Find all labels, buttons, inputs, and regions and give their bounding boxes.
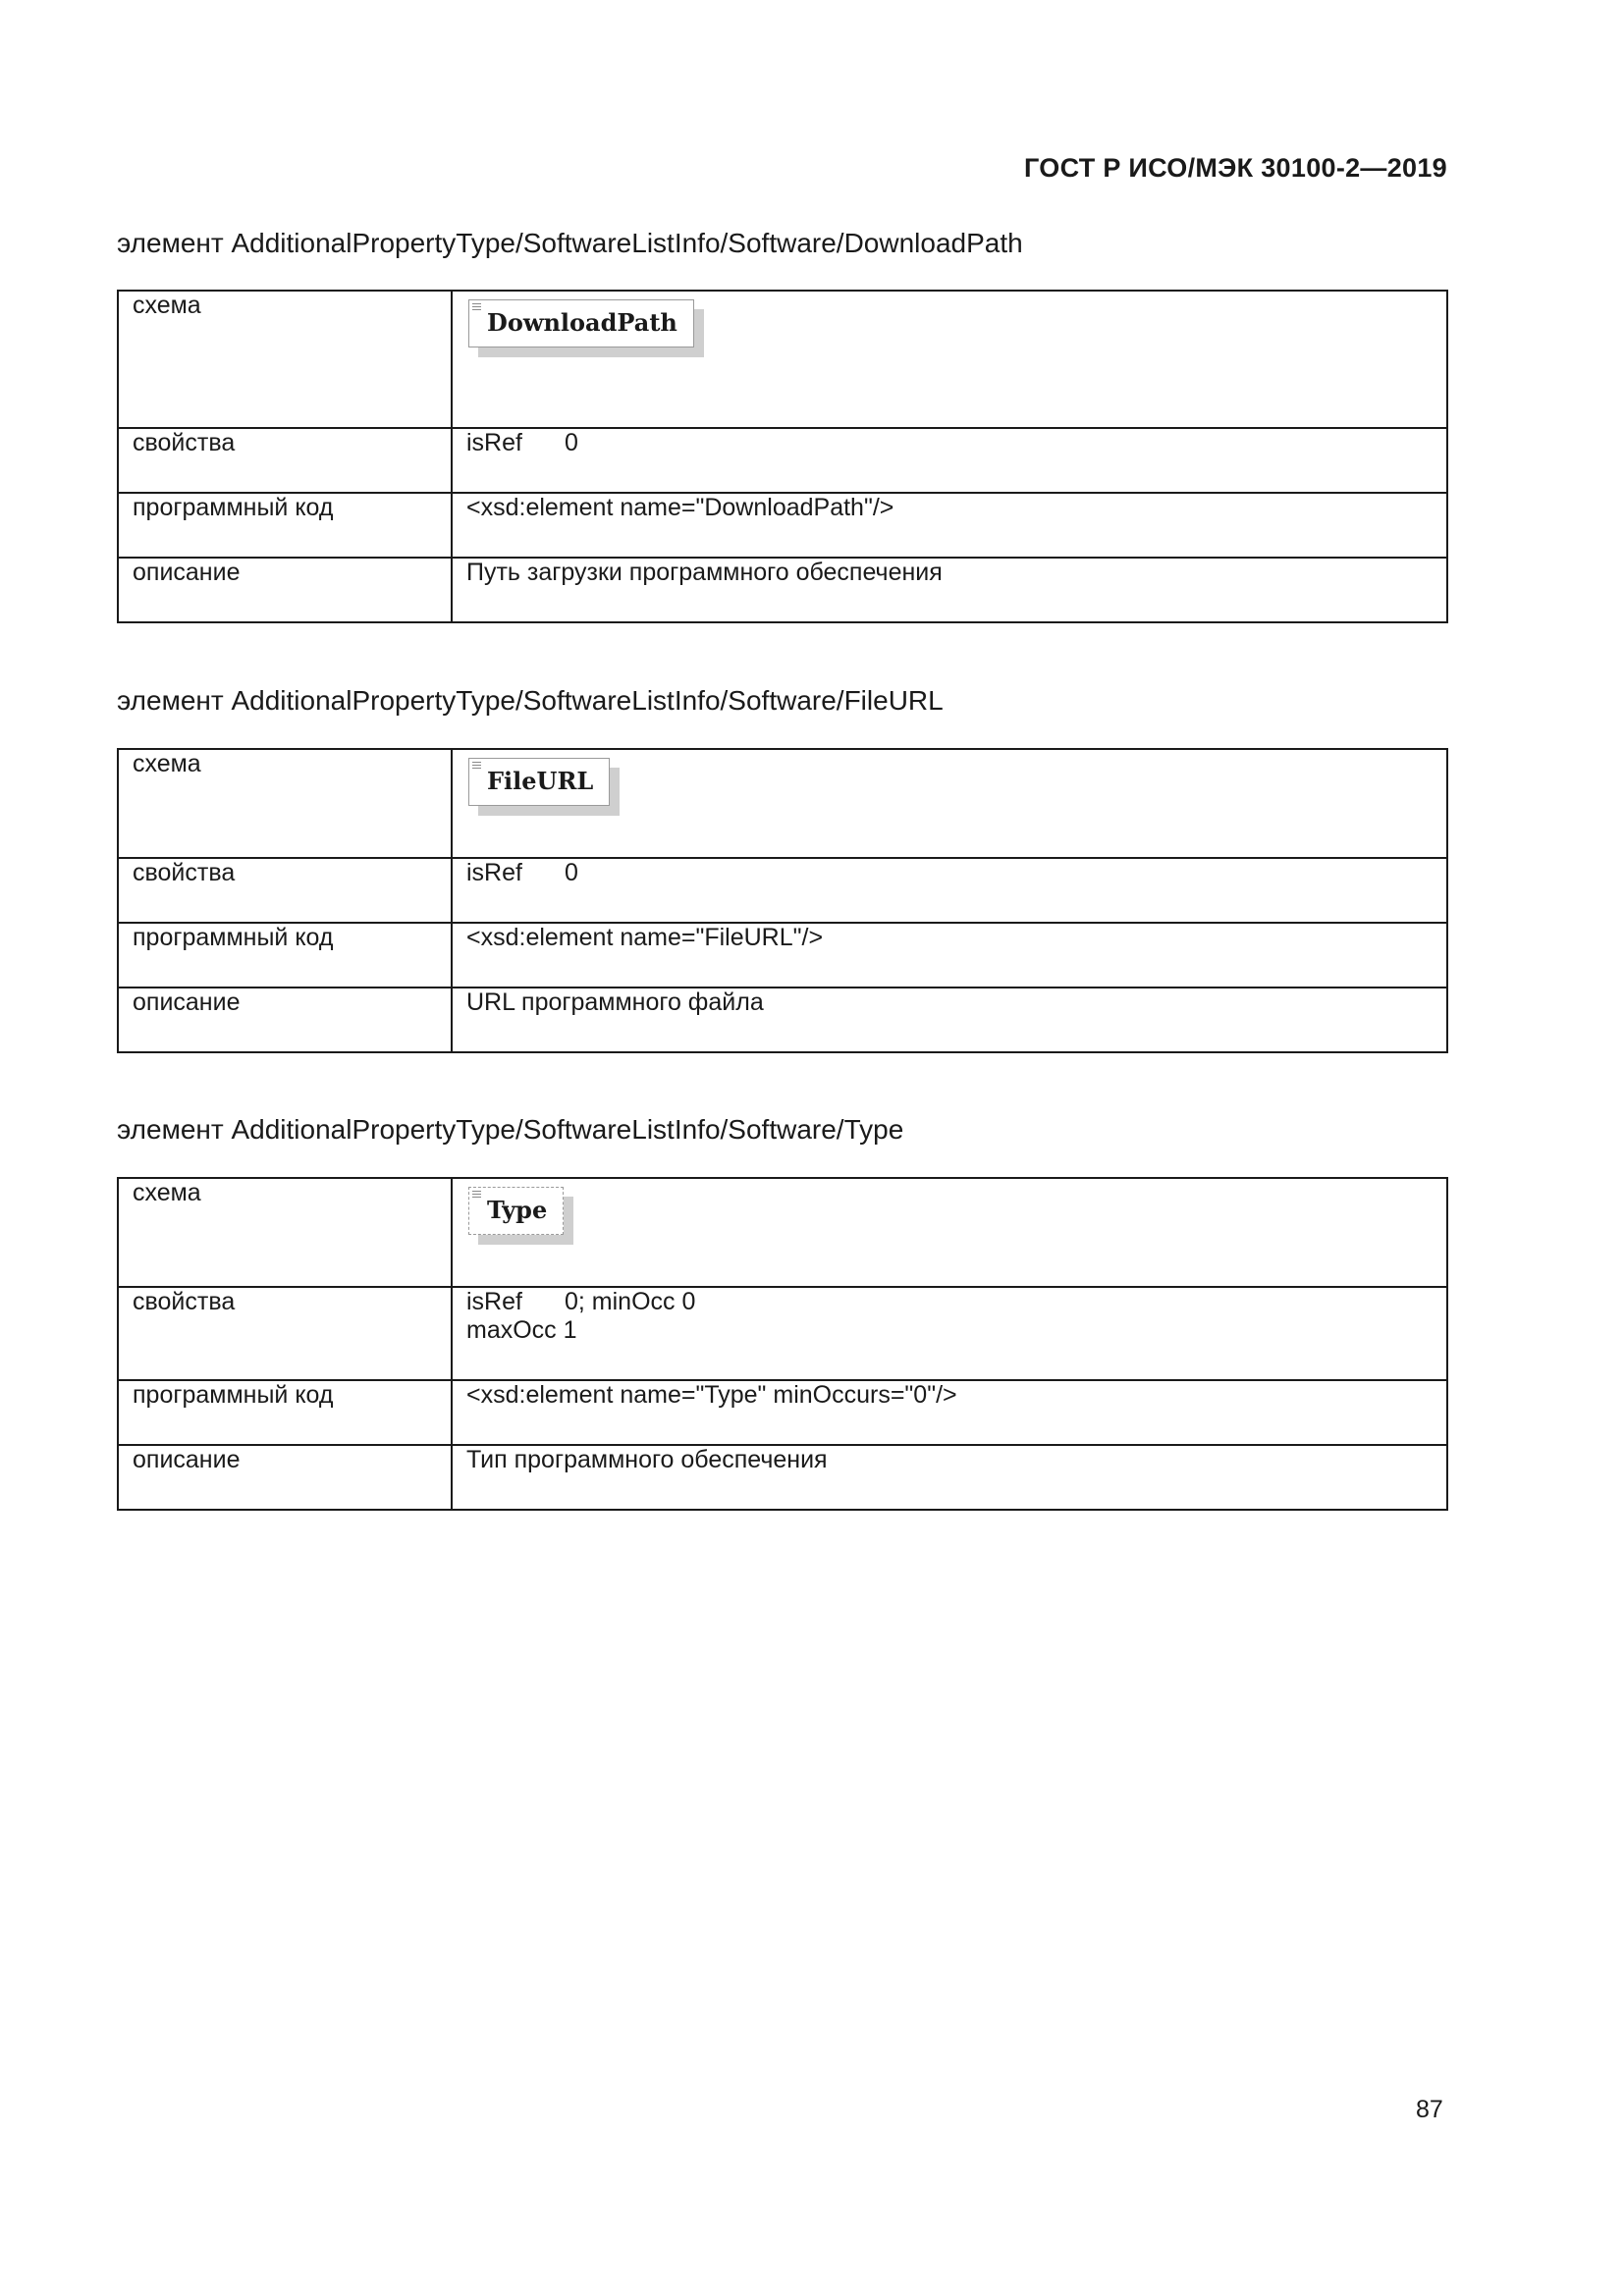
properties-value: [452, 428, 1447, 493]
properties-label: свойства: [118, 858, 452, 923]
property-value: 0; minOcc 0: [565, 1288, 696, 1315]
schema-label: схема: [118, 1178, 452, 1287]
schema-cell: [452, 291, 1447, 428]
code-value: <xsd:element name="DownloadPath"/>: [452, 493, 1447, 558]
section-title-downloadpath: элемент AdditionalPropertyType/SoftwareListInfo/Software/DownloadPath: [117, 228, 1023, 258]
description-value: Тип программного обеспечения: [452, 1445, 1447, 1510]
property-value: 0: [565, 859, 578, 886]
description-value: Путь загрузки программного обеспечения: [452, 558, 1447, 622]
properties-label: свойства: [118, 1287, 452, 1380]
element-icon: [472, 303, 481, 312]
spec-table-downloadpath: [117, 290, 1448, 623]
code-label: программный код: [118, 923, 452, 988]
schema-cell: [452, 749, 1447, 858]
schema-label: схема: [118, 749, 452, 858]
schema-diagram-downloadpath: [468, 299, 694, 347]
property-key: isRef: [466, 1288, 522, 1315]
document-header: ГОСТ Р ИСО/МЭК 30100-2—2019: [1024, 153, 1447, 183]
section-title-fileurl: элемент AdditionalPropertyType/SoftwareListInfo/Software/FileURL: [117, 685, 944, 716]
schema-diagram-fileurl: [468, 758, 610, 806]
code-value: <xsd:element name="Type" minOccurs="0"/>: [452, 1380, 1447, 1445]
description-label: описание: [118, 1445, 452, 1510]
code-label: программный код: [118, 1380, 452, 1445]
properties-value: [452, 858, 1447, 923]
element-icon: [472, 1191, 481, 1200]
property-key: isRef: [466, 429, 522, 456]
schema-element-name: Type: [487, 1196, 548, 1224]
property-key: maxOcc 1: [466, 1316, 577, 1344]
description-label: описание: [118, 988, 452, 1052]
section-title-type: элемент AdditionalPropertyType/SoftwareListInfo/Software/Type: [117, 1114, 904, 1145]
schema-element-name: DownloadPath: [487, 308, 677, 337]
spec-table-type: [117, 1177, 1448, 1511]
properties-value: [452, 1287, 1447, 1380]
schema-element-name: FileURL: [487, 767, 594, 795]
property-key: isRef: [466, 859, 522, 886]
code-label: программный код: [118, 493, 452, 558]
schema-label: схема: [118, 291, 452, 428]
page-number: 87: [1416, 2096, 1443, 2123]
description-label: описание: [118, 558, 452, 622]
schema-cell: [452, 1178, 1447, 1287]
property-value: 0: [565, 429, 578, 456]
element-icon: [472, 762, 481, 771]
spec-table-fileurl: [117, 748, 1448, 1053]
description-value: URL программного файла: [452, 988, 1447, 1052]
properties-label: свойства: [118, 428, 452, 493]
code-value: <xsd:element name="FileURL"/>: [452, 923, 1447, 988]
schema-diagram-type: [468, 1187, 564, 1235]
